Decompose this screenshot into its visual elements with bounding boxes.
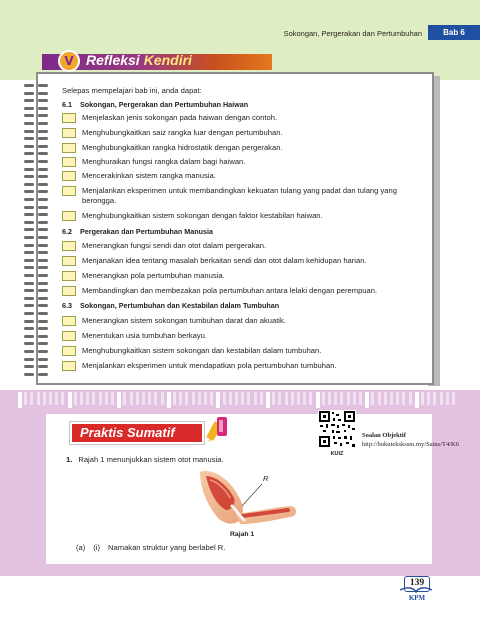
spiral-ring xyxy=(24,312,50,316)
checklist-text: Menjalankan eksperimen untuk mendapatkan pola pertumbuhan tumbuhan. xyxy=(82,361,337,370)
checkbox[interactable] xyxy=(62,361,76,371)
spiral-ring xyxy=(24,84,50,88)
spiral-ring xyxy=(24,251,50,255)
pin-mark xyxy=(24,392,27,405)
pin-mark xyxy=(340,392,343,405)
pin-mark xyxy=(316,392,320,408)
pin-mark xyxy=(390,392,393,405)
spiral-ring xyxy=(24,190,50,194)
spiral-ring xyxy=(24,365,50,369)
pin-mark xyxy=(396,392,399,405)
pin-mark xyxy=(92,392,95,405)
checkbox[interactable] xyxy=(62,143,76,153)
spiral-ring xyxy=(24,221,50,225)
arm-muscle-illustration xyxy=(196,466,300,530)
section-heading-6-2 xyxy=(62,227,213,236)
pin-mark xyxy=(247,392,250,405)
pin-mark xyxy=(37,392,40,405)
pin-mark xyxy=(409,392,412,405)
spiral-ring xyxy=(24,282,50,286)
pin-mark xyxy=(440,392,443,405)
checklist-text: Menjanakan idea tentang masalah berkaitan sendi dan otot dalam kehidupan harian. xyxy=(82,256,367,265)
spiral-ring xyxy=(24,122,50,126)
checklist-text: Membandingkan dan membezakan pola pertumbuhan antara lelaki dengan perempuan. xyxy=(82,286,378,295)
figure-label-r: R xyxy=(263,474,269,483)
checkbox[interactable] xyxy=(62,346,76,356)
checkbox[interactable] xyxy=(62,186,76,196)
pin-mark xyxy=(235,392,238,405)
section-heading-6-3 xyxy=(62,301,279,310)
pin-mark xyxy=(154,392,157,405)
section-number: 6.3 xyxy=(62,301,72,310)
checklist-text: Menerangkan fungsi sendi dan otot dalam pergerakan. xyxy=(82,241,267,250)
subpart-text: Namakan struktur yang berlabel R. xyxy=(108,543,226,552)
pin-mark xyxy=(384,392,387,405)
pin-mark xyxy=(427,392,430,405)
spiral-ring xyxy=(24,130,50,134)
pin-mark xyxy=(49,392,52,405)
pin-mark xyxy=(136,392,139,405)
pin-mark xyxy=(198,392,201,405)
running-title: Sokongan, Pergerakan dan Pertumbuhan xyxy=(283,29,422,38)
pin-mark xyxy=(322,392,325,405)
page-number: 139 xyxy=(404,576,430,592)
figure-caption: Rajah 1 xyxy=(230,531,255,538)
pin-mark xyxy=(309,392,312,405)
pin-mark xyxy=(74,392,77,405)
pin-mark xyxy=(30,392,33,405)
spiral-ring xyxy=(24,175,50,179)
pin-mark xyxy=(266,392,270,408)
pin-mark xyxy=(61,392,64,405)
pin-mark xyxy=(18,392,22,408)
pin-mark xyxy=(241,392,244,405)
pin-mark xyxy=(272,392,275,405)
pin-mark xyxy=(254,392,257,405)
pin-mark xyxy=(142,392,145,405)
spiral-ring xyxy=(24,373,50,377)
checklist-text: Menentukan usia tumbuhan berkayu. xyxy=(82,331,207,340)
pin-mark xyxy=(192,392,195,405)
question-1a-i xyxy=(76,543,225,552)
checkbox[interactable] xyxy=(62,171,76,181)
refleksi-intro: Selepas mempelajari bab ini, anda dapat: xyxy=(62,86,202,95)
part-label: (a) xyxy=(76,543,86,552)
pin-mark xyxy=(123,392,126,405)
pin-mark xyxy=(148,392,151,405)
section-heading-6-1 xyxy=(62,100,248,109)
checkbox[interactable] xyxy=(62,241,76,251)
pin-mark xyxy=(328,392,331,405)
section-title: Sokongan, Pergerakan dan Pertumbuhan Haiwan xyxy=(80,100,249,109)
spiral-ring xyxy=(24,327,50,331)
section-number: 6.2 xyxy=(62,227,72,236)
checkbox[interactable] xyxy=(62,256,76,266)
checklist-text: Menjalankan eksperimen untuk membandingkan kekuatan tulang yang padat dan tulang yang berongga. xyxy=(82,186,397,205)
publisher-label: KPM xyxy=(408,594,426,602)
section-title: Sokongan, Pertumbuhan dan Kestabilan dalam Tumbuhan xyxy=(80,301,280,310)
checklist-text: Menghubungkaitkan saiz rangka luar dengan pertumbuhan. xyxy=(82,128,283,137)
spiral-ring xyxy=(24,304,50,308)
pin-mark xyxy=(291,392,294,405)
spiral-ring xyxy=(24,297,50,301)
qr-code-icon[interactable] xyxy=(318,410,356,448)
pin-mark xyxy=(68,392,72,408)
checklist-text: Menghubungkaitkan rangka hidrostatik dengan pergerakan. xyxy=(82,143,283,152)
pin-mark xyxy=(303,392,306,405)
spiral-ring xyxy=(24,320,50,324)
pin-mark xyxy=(378,392,381,405)
pin-mark xyxy=(359,392,362,405)
question-text: Rajah 1 menunjukkan sistem otot manusia. xyxy=(78,455,224,464)
checklist-text: Menghubungkaitkan sistem sokongan dan kestabilan dalam tumbuhan. xyxy=(82,346,322,355)
pin-mark xyxy=(105,392,108,405)
spiral-ring xyxy=(24,152,50,156)
pin-mark xyxy=(173,392,176,405)
refleksi-title xyxy=(86,52,192,68)
pin-mark xyxy=(402,392,405,405)
spiral-ring xyxy=(24,168,50,172)
checkbox[interactable] xyxy=(62,316,76,326)
checkbox[interactable] xyxy=(62,157,76,167)
spiral-ring xyxy=(24,92,50,96)
checkbox[interactable] xyxy=(62,211,76,221)
section-title: Pergerakan dan Pertumbuhan Manusia xyxy=(80,227,214,236)
pin-mark xyxy=(285,392,288,405)
spiral-ring xyxy=(24,145,50,149)
pin-mark xyxy=(229,392,232,405)
pin-mark xyxy=(80,392,83,405)
pin-mark xyxy=(130,392,133,405)
pin-mark xyxy=(297,392,300,405)
spiral-ring xyxy=(24,274,50,278)
spiral-ring xyxy=(24,114,50,118)
spiral-ring xyxy=(24,266,50,270)
checklist-text: Menghuraikan fungsi rangka dalam bagi haiwan. xyxy=(82,157,246,166)
pin-mark xyxy=(278,392,281,405)
pin-mark xyxy=(179,392,182,405)
spiral-ring xyxy=(24,137,50,141)
pin-mark xyxy=(216,392,220,408)
spiral-ring xyxy=(24,350,50,354)
pin-mark xyxy=(433,392,436,405)
refleksi-title-word: Refleksi xyxy=(86,52,140,68)
checklist-text: Menerangkan pola pertumbuhan manusia. xyxy=(82,271,225,280)
pin-mark xyxy=(111,392,114,405)
pin-mark xyxy=(86,392,89,405)
pin-mark xyxy=(353,392,356,405)
pin-mark xyxy=(204,392,207,405)
spiral-ring xyxy=(24,335,50,339)
spiral-ring xyxy=(24,183,50,187)
spiral-binding xyxy=(24,82,50,382)
pin-mark xyxy=(185,392,188,405)
spiral-ring xyxy=(24,99,50,103)
chapter-badge: Bab 6 xyxy=(428,25,480,40)
pencil-icon xyxy=(206,416,234,442)
spiral-ring xyxy=(24,342,50,346)
checkbox[interactable] xyxy=(62,128,76,138)
soalan-objektif-heading: Soalan Objektif xyxy=(362,432,406,439)
pin-border xyxy=(18,392,458,408)
subpart-label: (i) xyxy=(93,543,101,552)
checklist-text: Mencerakinkan sistem rangka manusia. xyxy=(82,171,216,180)
pin-mark xyxy=(421,392,424,405)
section-number: 6.1 xyxy=(62,100,72,109)
soalan-objektif-link[interactable]: http://bukutekskssm.my/Sains/T4/K6 xyxy=(362,441,459,448)
spiral-ring xyxy=(24,289,50,293)
pin-mark xyxy=(161,392,164,405)
spiral-ring xyxy=(24,213,50,217)
pin-mark xyxy=(223,392,226,405)
pin-mark xyxy=(117,392,121,408)
spiral-ring xyxy=(24,198,50,202)
kuiz-label: KUIZ xyxy=(330,451,344,457)
checklist-text: Menerangkan sistem sokongan tumbuhan darat dan akuatik. xyxy=(82,316,286,325)
spiral-ring xyxy=(24,160,50,164)
praktis-title: Praktis Sumatif xyxy=(80,425,175,440)
checkbox[interactable] xyxy=(62,113,76,123)
pin-mark xyxy=(167,392,171,408)
checklist-text: Menghubungkaitkan sistem sokongan dengan faktor kestabilan haiwan. xyxy=(82,211,323,220)
spiral-ring xyxy=(24,206,50,210)
spiral-ring xyxy=(24,107,50,111)
pin-mark xyxy=(210,392,213,405)
spiral-ring xyxy=(24,244,50,248)
pin-mark xyxy=(415,392,419,408)
checkbox[interactable] xyxy=(62,331,76,341)
pin-mark xyxy=(452,392,455,405)
pin-mark xyxy=(446,392,449,405)
pin-mark xyxy=(260,392,263,405)
pin-mark xyxy=(99,392,102,405)
pin-mark xyxy=(43,392,46,405)
spiral-ring xyxy=(24,259,50,263)
spiral-ring xyxy=(24,228,50,232)
pin-mark xyxy=(334,392,337,405)
spiral-ring xyxy=(24,358,50,362)
checkbox[interactable] xyxy=(62,286,76,296)
checkbox[interactable] xyxy=(62,271,76,281)
pin-mark xyxy=(365,392,369,408)
checkmark-v-icon: V xyxy=(58,50,80,72)
pin-mark xyxy=(347,392,350,405)
question-1 xyxy=(66,455,224,464)
spiral-ring xyxy=(24,236,50,240)
question-number: 1. xyxy=(66,455,73,464)
checklist-text: Menjelaskan jenis sokongan pada haiwan dengan contoh. xyxy=(82,113,278,122)
pin-mark xyxy=(55,392,58,405)
pin-mark xyxy=(371,392,374,405)
kendiri-title-word: Kendiri xyxy=(143,52,192,68)
